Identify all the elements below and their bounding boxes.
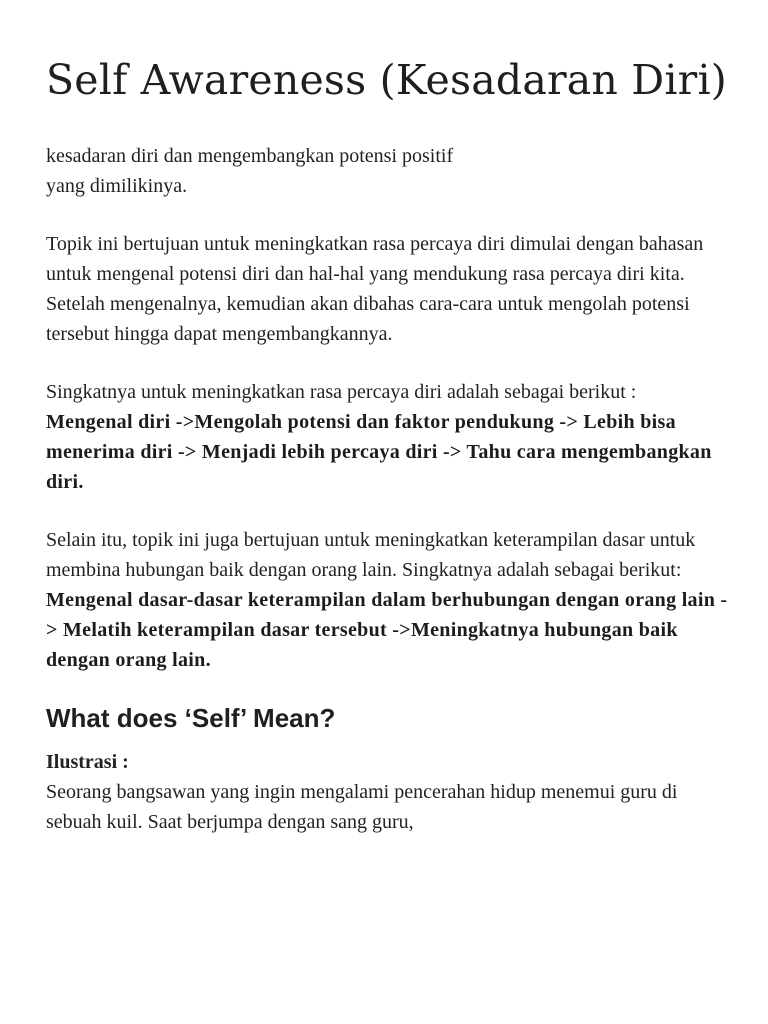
illustration-label: Ilustrasi : <box>46 751 129 773</box>
second-goal-steps: Mengenal dasar-dasar keterampilan dalam berhubungan dengan orang lain -> Melatih keterampilan dasar tersebut ->Meningkatnya hubungan baik dengan orang lain. <box>46 589 728 671</box>
section-heading <box>46 701 736 735</box>
summary-paragraph <box>46 377 736 497</box>
document-page <box>46 52 736 865</box>
intro-paragraph <box>46 141 736 201</box>
page-title: Self Awareness (Kesadaran Diri) <box>46 56 727 104</box>
second-goal-text: Selain itu, topik ini juga bertujuan untuk meningkatkan keterampilan dasar untuk membina hubungan baik dengan orang lain. Singkatnya adalah sebagai berikut: <box>46 529 696 581</box>
topic-paragraph: Topik ini bertujuan untuk meningkatkan rasa percaya diri dimulai dengan bahasan untuk mengenal potensi diri dan hal-hal yang mendukung rasa percaya diri kita. Setelah mengenalnya, kemudian akan dibahas cara-cara untuk mengolah potensi tersebut hingga dapat mengembangkannya. <box>46 233 704 345</box>
summary-steps: Mengenal diri ->Mengolah potensi dan faktor pendukung -> Lebih bisa menerima diri -> Menjadi lebih percaya diri -> Tahu cara mengembangkan diri. <box>46 411 712 493</box>
section-heading-text: What does ‘Self’ Mean? <box>46 703 336 733</box>
illustration-paragraph <box>46 747 736 837</box>
illustration-text: Seorang bangsawan yang ingin mengalami pencerahan hidup menemui guru di sebuah kuil. Saat berjumpa dengan sang guru, <box>46 781 678 833</box>
summary-intro: Singkatnya untuk meningkatkan rasa percaya diri adalah sebagai berikut : <box>46 381 637 403</box>
second-goal-paragraph <box>46 525 736 675</box>
intro-line: yang dimilikinya. <box>46 175 188 197</box>
intro-line: kesadaran diri dan mengembangkan potensi positif <box>46 145 454 167</box>
